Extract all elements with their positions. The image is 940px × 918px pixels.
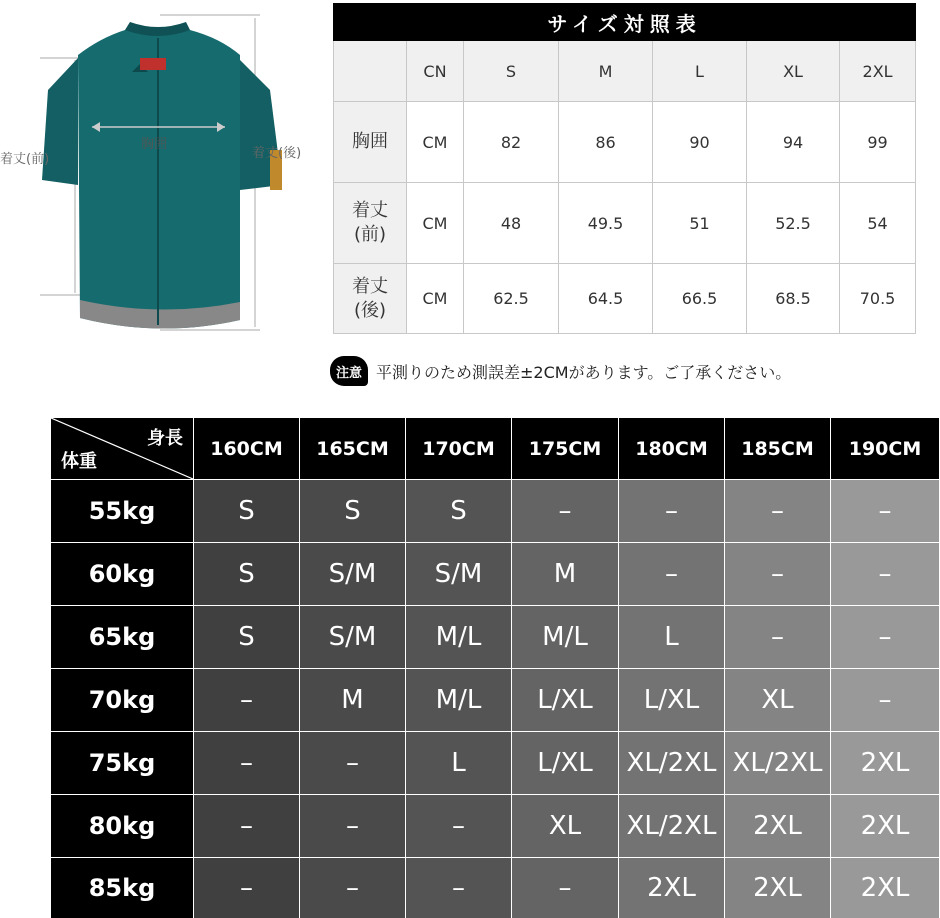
value-cell: 70.5	[840, 264, 916, 334]
value-cell: 54	[840, 183, 916, 264]
header-cell: M	[559, 41, 653, 102]
fit-size-cell: –	[725, 606, 830, 668]
fit-size-cell: –	[194, 669, 299, 731]
size-row-chest	[334, 102, 916, 183]
header-cell: 2XL	[840, 41, 916, 102]
jersey-image	[0, 0, 330, 345]
fit-size-cell: L	[406, 732, 511, 794]
height-header: 190CM	[831, 418, 939, 479]
fit-size-cell: S	[194, 480, 299, 542]
header-cell: S	[464, 41, 559, 102]
value-cell: 49.5	[559, 183, 653, 264]
value-cell: 90	[653, 102, 747, 183]
fit-size-cell: S/M	[406, 543, 511, 605]
fit-size-cell: –	[512, 480, 618, 542]
weight-label: 85kg	[51, 858, 193, 918]
fit-size-cell: L	[619, 606, 724, 668]
size-chart-title: サイズ対照表	[334, 4, 916, 41]
fit-size-cell: –	[512, 858, 618, 918]
size-row-length-back	[334, 264, 916, 334]
fit-size-cell: –	[194, 858, 299, 918]
fit-size-cell: S	[194, 543, 299, 605]
note-text: 平測りのため測誤差±2CMがあります。ご了承ください。	[376, 362, 792, 382]
fit-size-cell: S	[300, 480, 405, 542]
height-header: 185CM	[725, 418, 830, 479]
fit-size-cell: –	[300, 732, 405, 794]
corner-weight-label: 体重	[61, 451, 97, 472]
fit-size-cell: –	[300, 795, 405, 857]
fit-size-cell: –	[619, 480, 724, 542]
fit-size-cell: 2XL	[831, 795, 939, 857]
fit-size-cell: 2XL	[619, 858, 724, 918]
value-cell: 62.5	[464, 264, 559, 334]
fit-size-cell: –	[619, 543, 724, 605]
value-cell: 52.5	[747, 183, 840, 264]
header-cell: XL	[747, 41, 840, 102]
size-header-row	[334, 41, 916, 102]
height-header: 180CM	[619, 418, 724, 479]
length-front-label: 着丈(前)	[0, 152, 50, 167]
size-chart-table	[333, 3, 916, 334]
weight-label: 80kg	[51, 795, 193, 857]
fit-size-cell: –	[300, 858, 405, 918]
fit-size-cell: –	[406, 795, 511, 857]
length-back-label: 着丈(後)	[252, 146, 302, 161]
fit-size-cell: –	[831, 606, 939, 668]
fit-size-cell: L/XL	[619, 669, 724, 731]
fit-size-cell: 2XL	[725, 858, 830, 918]
size-row-length-front	[334, 183, 916, 264]
row-label: 着丈 (前)	[334, 183, 407, 264]
header-blank-cell	[334, 41, 407, 102]
weight-label: 55kg	[51, 480, 193, 542]
fit-size-cell: XL	[725, 669, 830, 731]
row-label: 着丈 (後)	[334, 264, 407, 334]
weight-label: 60kg	[51, 543, 193, 605]
height-header: 165CM	[300, 418, 405, 479]
fit-size-cell: M/L	[406, 669, 511, 731]
value-cell: 66.5	[653, 264, 747, 334]
fit-size-cell: XL/2XL	[725, 732, 830, 794]
fit-size-cell: –	[725, 543, 830, 605]
fit-size-cell: XL/2XL	[619, 732, 724, 794]
fit-size-cell: S	[194, 606, 299, 668]
fit-size-cell: S	[406, 480, 511, 542]
weight-label: 70kg	[51, 669, 193, 731]
value-cell: 99	[840, 102, 916, 183]
fit-size-cell: S/M	[300, 543, 405, 605]
header-cell: CN	[407, 41, 464, 102]
value-cell: 86	[559, 102, 653, 183]
fit-size-cell: 2XL	[831, 858, 939, 918]
value-cell: 82	[464, 102, 559, 183]
fit-size-cell: L/XL	[512, 732, 618, 794]
fit-size-cell: 2XL	[831, 732, 939, 794]
jersey-illustration	[0, 0, 330, 345]
fit-size-cell: M	[512, 543, 618, 605]
unit-cell: CM	[407, 102, 464, 183]
fit-size-cell: L/XL	[512, 669, 618, 731]
height-header: 175CM	[512, 418, 618, 479]
height-header: 170CM	[406, 418, 511, 479]
fit-chart-corner	[51, 418, 193, 479]
weight-label: 65kg	[51, 606, 193, 668]
weight-label: 75kg	[51, 732, 193, 794]
chest-label: 胸囲	[141, 137, 168, 152]
value-cell: 51	[653, 183, 747, 264]
fit-size-cell: –	[194, 732, 299, 794]
fit-size-cell: M/L	[512, 606, 618, 668]
height-header: 160CM	[194, 418, 299, 479]
fit-size-cell: –	[725, 480, 830, 542]
value-cell: 68.5	[747, 264, 840, 334]
fit-size-cell: XL	[512, 795, 618, 857]
fit-size-cell: –	[831, 669, 939, 731]
row-label: 胸囲	[334, 102, 407, 183]
header-cell: L	[653, 41, 747, 102]
corner-height-label: 身長	[147, 428, 183, 449]
fit-size-cell: M/L	[406, 606, 511, 668]
unit-cell: CM	[407, 264, 464, 334]
fit-size-cell: M	[300, 669, 405, 731]
value-cell: 94	[747, 102, 840, 183]
unit-cell: CM	[407, 183, 464, 264]
value-cell: 48	[464, 183, 559, 264]
fit-size-cell: –	[831, 543, 939, 605]
fit-size-cell: XL/2XL	[619, 795, 724, 857]
fit-chart-grid	[51, 418, 939, 918]
fit-size-cell: –	[406, 858, 511, 918]
fit-size-cell: S/M	[300, 606, 405, 668]
caution-badge: 注意	[330, 356, 368, 386]
fit-size-cell: –	[831, 480, 939, 542]
fit-size-cell: 2XL	[725, 795, 830, 857]
fit-size-cell: –	[194, 795, 299, 857]
measurement-note	[330, 356, 791, 386]
value-cell: 64.5	[559, 264, 653, 334]
